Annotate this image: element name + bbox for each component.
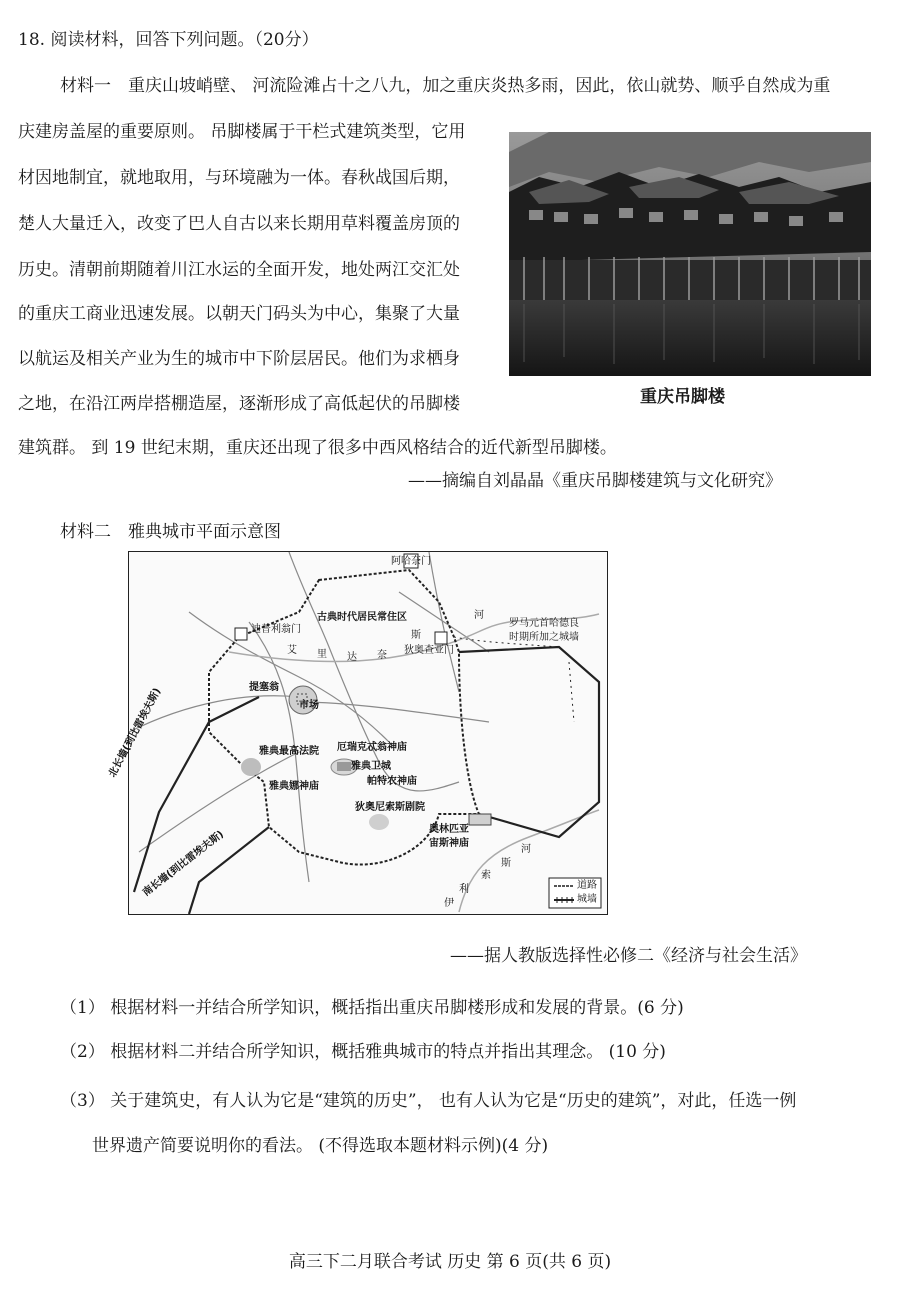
page-footer: 高三下二月联合考试 历史 第 6 页(共 6 页) <box>288 1252 612 1272</box>
map-label-athena-temple: 雅典娜神庙 <box>269 781 319 792</box>
athens-map-drawing <box>129 552 607 914</box>
material1-line: 的重庆工商业迅速发展。以朝天门码头为中心，集聚了大量 <box>18 304 460 324</box>
map-label-ilissos: 利 <box>459 884 469 895</box>
sub-question-2: （2） 根据材料二并结合所学知识，概括雅典城市的特点并指出其理念。 (10 分) <box>60 1042 666 1062</box>
map-label-acharnian-gate: 阿哈奈门 <box>391 556 431 567</box>
sub-question-1: （1） 根据材料一并结合所学知识，概括指出重庆吊脚楼形成和发展的背景。(6 分) <box>60 998 684 1018</box>
material1-line: 楚人大量迁入，改变了巴人自古以来长期用草料覆盖房顶的 <box>18 214 460 234</box>
map-label-river: 河 <box>474 610 484 621</box>
stilt-house-photo <box>509 132 871 376</box>
map-label-north-long-wall: 北长墙(到比雷埃夫斯) <box>107 686 164 780</box>
map-label-ilissos: 斯 <box>501 858 511 869</box>
material1-line: 庆建房盖屋的重要原则。 吊脚楼属于干栏式建筑类型，它用 <box>18 122 466 142</box>
map-label-theseion: 提塞翁 <box>249 682 279 693</box>
map-legend-wall: 城墙 <box>577 894 597 905</box>
photo-caption: 重庆吊脚楼 <box>640 387 725 407</box>
map-label-ilissos: 河 <box>521 844 531 855</box>
sub-question-3: （3） 关于建筑史，有人认为它是“建筑的历史”， 也有人认为它是“历史的建筑”，对此，任选一例 <box>60 1091 797 1111</box>
material1-line: 之地，在沿江两岸搭棚造屋，逐渐形成了高低起伏的吊脚楼 <box>18 394 460 414</box>
map-label-acropolis: 雅典卫城 <box>351 761 391 772</box>
map-label-parthenon: 帕特农神庙 <box>367 776 417 787</box>
map-label-erechtheion: 厄瑞克忒翁神庙 <box>337 742 407 753</box>
map-label-dionysus-theatre: 狄奥尼索斯剧院 <box>355 802 425 813</box>
sub-question-3-continued: 世界遗产简要说明你的看法。 (不得选取本题材料示例)(4 分) <box>92 1136 549 1156</box>
map-label-eridanos: 奈 <box>377 650 387 661</box>
map-label-south-long-wall: 南长墙(到比雷埃夫斯) <box>141 828 226 899</box>
map-label-roman-wall-2: 时期所加之城墙 <box>509 632 579 643</box>
map-label-ilissos: 索 <box>481 870 491 881</box>
material2-header: 材料二 雅典城市平面示意图 <box>60 522 281 542</box>
map-label-dipylon-gate: 迪普利翁门 <box>251 624 301 635</box>
material1-line: 建筑群。 到 19 世纪末期，重庆还出现了很多中西风格结合的近代新型吊脚楼。 <box>18 438 617 458</box>
material1-line: 材料一 重庆山坡峭壁、 河流险滩占十之八九，加之重庆炎热多雨，因此，依山就势、顺乎自然成为重 <box>60 76 831 96</box>
question-header: 18. 阅读材料，回答下列问题。（20分） <box>18 30 319 50</box>
map-label-ilissos: 伊 <box>444 898 454 909</box>
map-label-market: 市场 <box>299 700 319 711</box>
material1-line: 以航运及相关产业为生的城市中下阶层居民。他们为求栖身 <box>18 349 460 369</box>
material2-source: ——据人教版选择性必修二《经济与社会生活》 <box>450 946 807 966</box>
material1-line: 历史。清朝前期随着川江水运的全面开发，地处两江交汇处 <box>18 260 460 280</box>
stilt-house-illustration <box>509 132 871 376</box>
map-label-eridanos: 里 <box>317 649 327 660</box>
map-label-eridanos: 达 <box>347 652 357 663</box>
map-label-eridanos: 斯 <box>411 630 421 641</box>
athens-city-map <box>107 551 608 915</box>
map-label-diochares-gate: 狄奥查亚门 <box>404 645 454 656</box>
map-label-residential: 古典时代居民常住区 <box>317 612 407 623</box>
map-label-olympieion: 宙斯神庙 <box>429 838 469 849</box>
map-label-roman-wall-1: 罗马元首哈德良 <box>509 618 579 629</box>
material1-source: ——摘编自刘晶晶《重庆吊脚楼建筑与文化研究》 <box>408 471 782 491</box>
map-label-areopagus: 雅典最高法院 <box>259 746 319 757</box>
map-legend-road: 道路 <box>577 880 597 891</box>
map-label-eridanos: 艾 <box>287 645 297 656</box>
material1-line: 材因地制宜，就地取用，与环境融为一体。春秋战国后期， <box>18 168 460 188</box>
map-label-olympieion: 奥林匹亚 <box>429 824 469 835</box>
